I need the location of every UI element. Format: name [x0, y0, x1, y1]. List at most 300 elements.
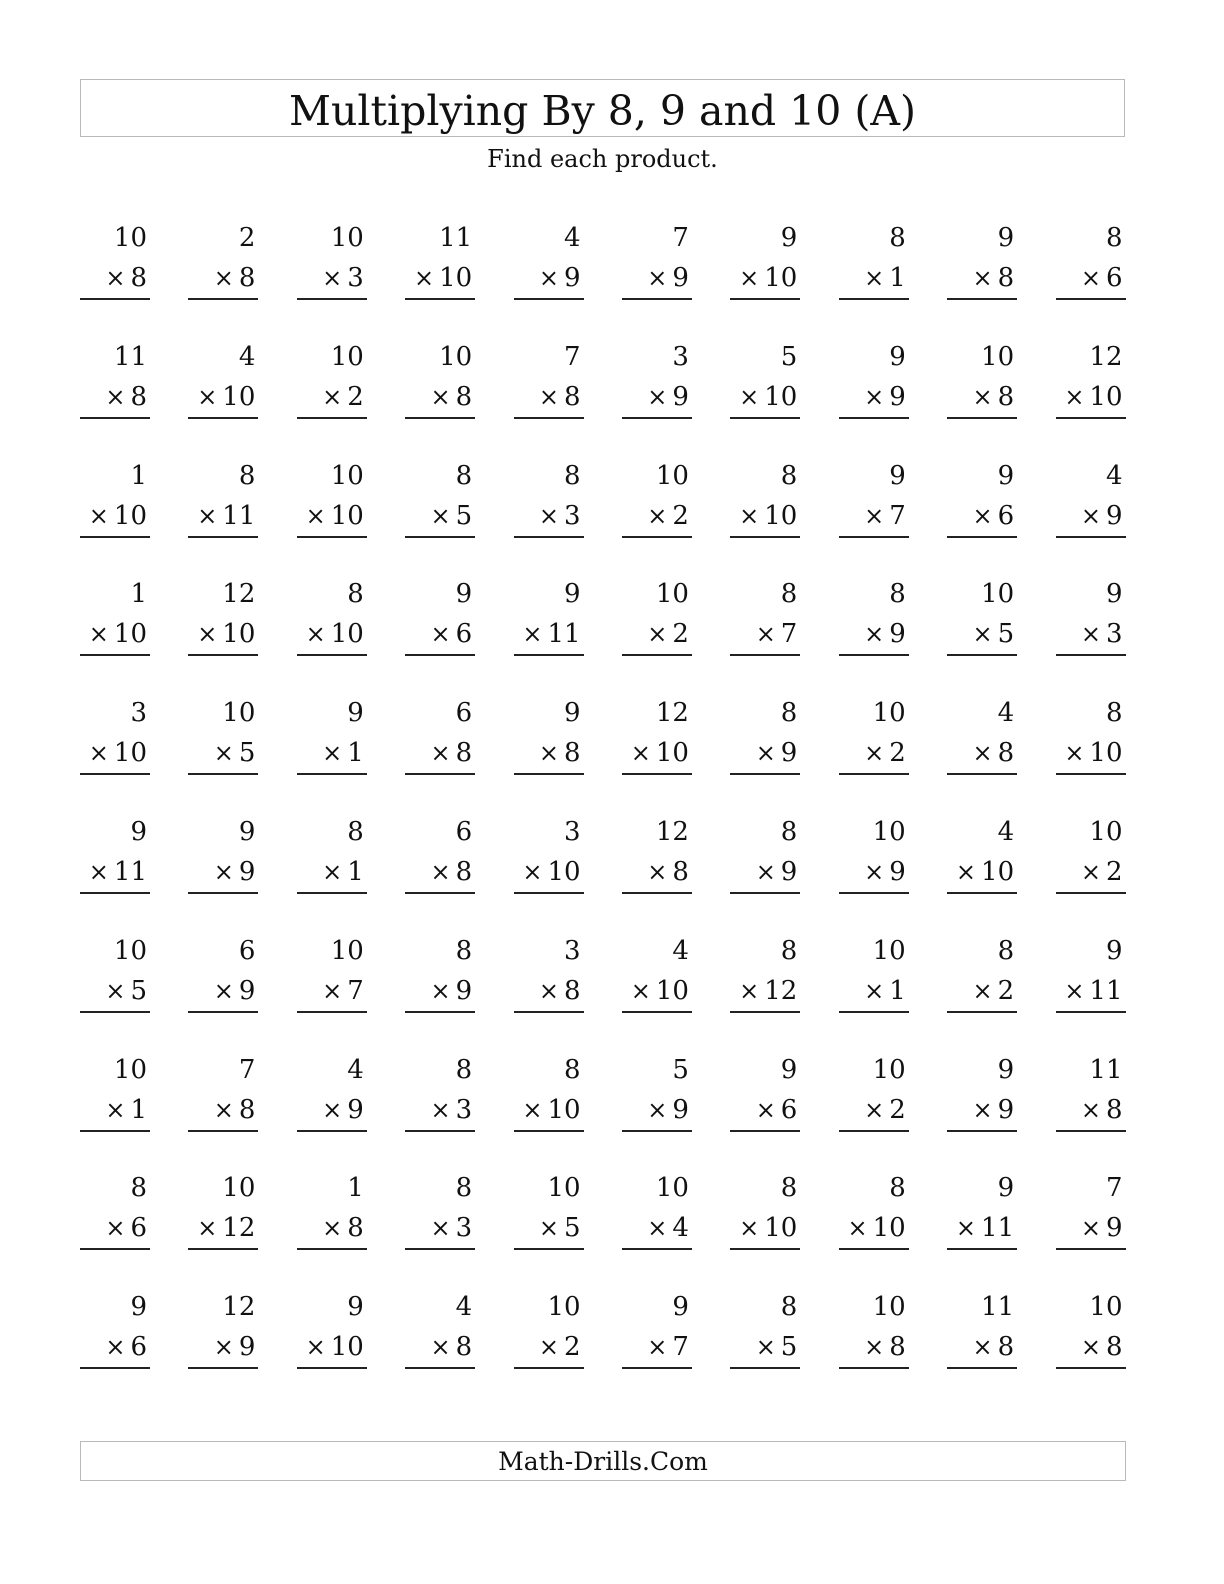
multiplier: 9: [347, 1094, 364, 1125]
multiplier-row: [297, 733, 367, 775]
multiplier: 10: [439, 263, 473, 293]
times-sign: ×: [322, 1214, 343, 1243]
problem: [80, 1168, 150, 1287]
multiplier-row: [297, 1208, 367, 1250]
problem: [1056, 1287, 1126, 1406]
multiplier: 10: [547, 1094, 581, 1125]
multiplier: 10: [330, 500, 364, 531]
times-sign: ×: [430, 1095, 451, 1124]
multiplier-row: [730, 496, 800, 538]
multiplier-row: [514, 1327, 584, 1369]
multiplier-row: [80, 496, 150, 538]
multiplier-row: [80, 971, 150, 1013]
times-sign: ×: [213, 1095, 234, 1124]
times-sign: ×: [739, 1214, 760, 1243]
problem: [405, 218, 475, 337]
multiplicand: 7: [1105, 1173, 1123, 1204]
multiplier: 10: [222, 381, 256, 412]
multiplier-row: [947, 1208, 1017, 1250]
multiplier-row: [188, 1090, 258, 1132]
problem: [947, 456, 1017, 575]
problem: [622, 812, 692, 931]
multiplier-row: [730, 1090, 800, 1132]
times-sign: ×: [647, 857, 668, 886]
times-sign: ×: [647, 264, 668, 292]
multiplier-row: [730, 377, 800, 419]
multiplicand: 1: [347, 1173, 364, 1204]
times-sign: ×: [430, 620, 451, 649]
times-sign: ×: [864, 857, 885, 886]
problem: [1056, 1168, 1126, 1287]
problem: [947, 1287, 1017, 1406]
problem: [730, 1168, 800, 1287]
multiplicand: 12: [655, 816, 689, 847]
multiplicand: 8: [780, 1292, 798, 1323]
multiplier-row: [405, 1208, 475, 1250]
multiplier-row: [839, 614, 909, 656]
multiplier-row: [188, 614, 258, 656]
multiplier: 10: [113, 619, 147, 650]
multiplicand: 10: [981, 341, 1015, 372]
multiplier-row: [1056, 1327, 1126, 1369]
multiplicand: 10: [330, 935, 364, 966]
problem: [947, 574, 1017, 693]
times-sign: ×: [322, 976, 343, 1005]
times-sign: ×: [864, 620, 885, 649]
multiplier: 6: [130, 1332, 147, 1363]
multiplier: 9: [780, 738, 798, 769]
problem: [297, 574, 367, 693]
multiplier-row: [1056, 1090, 1126, 1132]
footer-credit: Math-Drills.Com: [498, 1447, 708, 1476]
problem: [730, 931, 800, 1050]
multiplicand: 12: [655, 698, 689, 729]
multiplicand: 8: [455, 460, 473, 491]
multiplier: 11: [113, 856, 147, 887]
multiplier-row: [80, 733, 150, 775]
multiplier: 8: [997, 381, 1015, 412]
multiplier: 11: [981, 1213, 1015, 1244]
multiplier-row: [947, 377, 1017, 419]
times-sign: ×: [105, 382, 126, 411]
times-sign: ×: [197, 1214, 218, 1243]
multiplier: 10: [764, 263, 798, 293]
multiplier-row: [730, 258, 800, 300]
multiplicand: 10: [439, 341, 473, 372]
multiplier-row: [188, 1327, 258, 1369]
problem: [622, 1287, 692, 1406]
multiplier: 7: [780, 619, 798, 650]
multiplicand: 6: [455, 816, 473, 847]
problem: [188, 931, 258, 1050]
multiplier: 9: [780, 856, 798, 887]
problem: [405, 1168, 475, 1287]
times-sign: ×: [105, 1095, 126, 1124]
times-sign: ×: [739, 501, 760, 530]
times-sign: ×: [1080, 501, 1101, 530]
multiplicand: 12: [1089, 341, 1123, 372]
times-sign: ×: [755, 739, 776, 768]
multiplicand: 11: [981, 1292, 1015, 1323]
problem: [514, 1287, 584, 1406]
times-sign: ×: [538, 382, 560, 411]
multiplicand: 11: [1089, 1054, 1123, 1085]
multiplier-row: [1056, 496, 1126, 538]
multiplier-row: [297, 258, 367, 300]
multiplier: 2: [1105, 856, 1123, 887]
multiplicand: 10: [330, 341, 364, 372]
multiplicand: 8: [564, 1054, 581, 1085]
multiplier-row: [188, 971, 258, 1013]
multiplicand: 8: [455, 1054, 473, 1085]
times-sign: ×: [105, 976, 126, 1005]
multiplier-row: [622, 614, 692, 656]
times-sign: ×: [1080, 857, 1101, 886]
times-sign: ×: [322, 857, 343, 886]
times-sign: ×: [322, 739, 343, 768]
multiplicand: 9: [780, 223, 798, 253]
multiplier-row: [188, 496, 258, 538]
problem: [839, 218, 909, 337]
multiplier-row: [1056, 377, 1126, 419]
problem: [730, 218, 800, 337]
multiplier: 10: [981, 856, 1015, 887]
times-sign: ×: [105, 264, 126, 292]
multiplicand: 10: [872, 816, 906, 847]
multiplier: 10: [764, 500, 798, 531]
times-sign: ×: [538, 739, 560, 768]
problem: [730, 1287, 800, 1406]
problem: [730, 1050, 800, 1169]
multiplier: 10: [547, 856, 581, 887]
problem: [514, 1050, 584, 1169]
times-sign: ×: [1064, 739, 1085, 768]
problem: [80, 1287, 150, 1406]
problem: [188, 337, 258, 456]
multiplier-row: [730, 1208, 800, 1250]
multiplicand: 5: [672, 1054, 689, 1085]
multiplier: 10: [113, 500, 147, 531]
multiplier-row: [297, 1090, 367, 1132]
multiplicand: 6: [238, 935, 256, 966]
times-sign: ×: [430, 1214, 451, 1243]
multiplier: 9: [672, 263, 689, 293]
multiplicand: 8: [780, 1173, 798, 1204]
problem: [188, 693, 258, 812]
multiplier: 8: [130, 381, 147, 412]
multiplier-row: [514, 496, 584, 538]
multiplicand: 8: [564, 460, 581, 491]
multiplier-row: [297, 496, 367, 538]
multiplier-row: [514, 1090, 584, 1132]
multiplicand: 9: [238, 816, 256, 847]
multiplicand: 8: [889, 1173, 906, 1204]
multiplier: 1: [347, 738, 364, 769]
multiplicand: 1: [130, 460, 147, 491]
multiplier: 8: [997, 738, 1015, 769]
problem: [80, 1050, 150, 1169]
multiplier-row: [297, 614, 367, 656]
multiplier-row: [839, 1090, 909, 1132]
problem: [514, 1168, 584, 1287]
problem: [839, 574, 909, 693]
multiplicand: 3: [564, 935, 581, 966]
times-sign: ×: [647, 382, 668, 411]
multiplier-row: [514, 258, 584, 300]
times-sign: ×: [864, 976, 885, 1005]
multiplicand: 10: [330, 223, 364, 253]
multiplier: 12: [222, 1213, 256, 1244]
times-sign: ×: [430, 857, 451, 886]
multiplier: 2: [889, 738, 906, 769]
problem: [188, 218, 258, 337]
multiplier: 7: [889, 500, 906, 531]
multiplicand: 8: [347, 816, 364, 847]
multiplier-row: [622, 258, 692, 300]
multiplier-row: [839, 971, 909, 1013]
multiplicand: 7: [672, 223, 689, 253]
multiplier: 9: [1105, 1213, 1123, 1244]
multiplicand: 9: [347, 1292, 364, 1323]
problem: [1056, 931, 1126, 1050]
multiplicand: 1: [130, 579, 147, 610]
multiplier: 8: [455, 381, 473, 412]
multiplier: 8: [672, 856, 689, 887]
multiplier: 2: [672, 500, 689, 531]
problem: [947, 812, 1017, 931]
times-sign: ×: [955, 857, 977, 886]
multiplicand: 8: [780, 460, 798, 491]
multiplier: 9: [238, 975, 256, 1006]
problem: [405, 574, 475, 693]
multiplier: 10: [330, 1332, 364, 1363]
multiplier: 10: [222, 619, 256, 650]
title-box: [80, 79, 1125, 137]
multiplier: 9: [1105, 500, 1123, 531]
times-sign: ×: [305, 1333, 326, 1362]
multiplicand: 8: [238, 460, 256, 491]
multiplier-row: [80, 852, 150, 894]
times-sign: ×: [1064, 382, 1085, 411]
multiplier-row: [80, 614, 150, 656]
multiplier: 9: [997, 1094, 1015, 1125]
times-sign: ×: [647, 1214, 668, 1243]
problem: [839, 931, 909, 1050]
multiplier: 3: [455, 1213, 473, 1244]
multiplicand: 10: [655, 460, 689, 491]
problem: [839, 1287, 909, 1406]
problem: [622, 1168, 692, 1287]
times-sign: ×: [955, 1214, 977, 1243]
times-sign: ×: [864, 739, 885, 768]
times-sign: ×: [538, 976, 560, 1005]
problem: [730, 812, 800, 931]
times-sign: ×: [1080, 1333, 1101, 1362]
multiplier-row: [1056, 733, 1126, 775]
multiplier: 1: [889, 263, 906, 293]
multiplier-row: [80, 377, 150, 419]
multiplier-row: [1056, 1208, 1126, 1250]
times-sign: ×: [972, 976, 993, 1005]
multiplicand: 10: [547, 1292, 581, 1323]
multiplier: 6: [780, 1094, 798, 1125]
worksheet-title: Multiplying By 8, 9 and 10 (A): [289, 87, 916, 135]
multiplicand: 10: [1089, 816, 1123, 847]
multiplier: 3: [1105, 619, 1123, 650]
multiplier: 2: [672, 619, 689, 650]
multiplier: 8: [347, 1213, 364, 1244]
multiplicand: 7: [564, 341, 581, 372]
multiplier-row: [730, 614, 800, 656]
multiplier: 5: [455, 500, 473, 531]
times-sign: ×: [213, 739, 234, 768]
multiplicand: 9: [1105, 579, 1123, 610]
times-sign: ×: [1080, 1214, 1101, 1243]
multiplier: 8: [130, 263, 147, 293]
multiplier-row: [405, 1327, 475, 1369]
multiplier: 1: [889, 975, 906, 1006]
times-sign: ×: [413, 264, 435, 292]
times-sign: ×: [1064, 976, 1085, 1005]
problem: [839, 456, 909, 575]
problem: [622, 218, 692, 337]
multiplicand: 4: [238, 341, 256, 372]
problem: [405, 456, 475, 575]
multiplier: 4: [672, 1213, 689, 1244]
multiplier-row: [405, 1090, 475, 1132]
multiplier: 9: [672, 381, 689, 412]
problem: [947, 337, 1017, 456]
problem: [622, 931, 692, 1050]
multiplicand: 10: [113, 935, 147, 966]
problem: [297, 1168, 367, 1287]
multiplier-row: [1056, 852, 1126, 894]
multiplicand: 8: [780, 698, 798, 729]
times-sign: ×: [538, 264, 560, 292]
multiplicand: 10: [981, 579, 1015, 610]
multiplier: 8: [1105, 1094, 1123, 1125]
multiplier: 8: [1105, 1332, 1123, 1363]
multiplicand: 4: [455, 1292, 473, 1323]
multiplicand: 10: [222, 1173, 256, 1204]
problem: [405, 693, 475, 812]
problem: [297, 693, 367, 812]
multiplier-row: [622, 852, 692, 894]
times-sign: ×: [305, 620, 326, 649]
multiplier: 8: [238, 1094, 256, 1125]
multiplier: 11: [1089, 975, 1123, 1006]
problem: [839, 812, 909, 931]
multiplier: 10: [655, 738, 689, 769]
multiplier-row: [622, 496, 692, 538]
multiplicand: 9: [997, 1054, 1015, 1085]
multiplier-row: [80, 1327, 150, 1369]
multiplier-row: [405, 733, 475, 775]
multiplier-row: [514, 733, 584, 775]
times-sign: ×: [538, 1214, 560, 1243]
multiplicand: 10: [655, 1173, 689, 1204]
multiplicand: 10: [655, 579, 689, 610]
times-sign: ×: [88, 739, 109, 768]
multiplier: 5: [238, 738, 256, 769]
multiplier-row: [839, 496, 909, 538]
multiplier: 11: [547, 619, 581, 650]
multiplier-row: [297, 971, 367, 1013]
multiplier-row: [947, 733, 1017, 775]
problem: [730, 574, 800, 693]
times-sign: ×: [1080, 264, 1101, 292]
multiplier: 9: [455, 975, 473, 1006]
problem: [188, 812, 258, 931]
multiplier-row: [730, 852, 800, 894]
problem: [947, 1050, 1017, 1169]
problem: [839, 1050, 909, 1169]
multiplicand: 3: [564, 816, 581, 847]
multiplicand: 6: [455, 698, 473, 729]
multiplicand: 9: [130, 1292, 147, 1323]
multiplicand: 9: [564, 579, 581, 610]
multiplier: 8: [564, 738, 581, 769]
multiplier-row: [839, 733, 909, 775]
multiplier-row: [514, 377, 584, 419]
times-sign: ×: [430, 1333, 451, 1362]
multiplicand: 4: [997, 698, 1015, 729]
multiplier-row: [947, 614, 1017, 656]
multiplicand: 8: [347, 579, 364, 610]
problem: [297, 1050, 367, 1169]
problem: [405, 337, 475, 456]
multiplier-row: [297, 1327, 367, 1369]
multiplier-row: [947, 852, 1017, 894]
multiplier: 9: [564, 263, 581, 293]
multiplicand: 8: [1105, 698, 1123, 729]
multiplicand: 8: [780, 935, 798, 966]
problem: [1056, 218, 1126, 337]
multiplier: 3: [455, 1094, 473, 1125]
multiplier-row: [514, 852, 584, 894]
multiplier-row: [80, 1208, 150, 1250]
multiplier-row: [839, 377, 909, 419]
multiplier: 10: [1089, 738, 1123, 769]
times-sign: ×: [864, 382, 885, 411]
multiplier-row: [1056, 614, 1126, 656]
problem: [622, 693, 692, 812]
problem: [297, 931, 367, 1050]
times-sign: ×: [755, 1333, 776, 1362]
times-sign: ×: [430, 739, 451, 768]
multiplier: 2: [564, 1332, 581, 1363]
multiplier-row: [405, 377, 475, 419]
multiplier-row: [188, 258, 258, 300]
times-sign: ×: [630, 739, 651, 768]
times-sign: ×: [755, 857, 776, 886]
multiplier-row: [297, 377, 367, 419]
multiplier: 8: [455, 738, 473, 769]
multiplicand: 8: [889, 223, 906, 253]
multiplicand: 5: [780, 341, 798, 372]
multiplier: 3: [347, 263, 364, 293]
multiplicand: 8: [455, 1173, 473, 1204]
times-sign: ×: [197, 620, 218, 649]
times-sign: ×: [88, 857, 109, 886]
multiplicand: 3: [672, 341, 689, 372]
times-sign: ×: [197, 501, 218, 530]
problem: [730, 456, 800, 575]
times-sign: ×: [538, 501, 560, 530]
problem: [80, 931, 150, 1050]
multiplier-row: [622, 1090, 692, 1132]
multiplier-row: [839, 258, 909, 300]
